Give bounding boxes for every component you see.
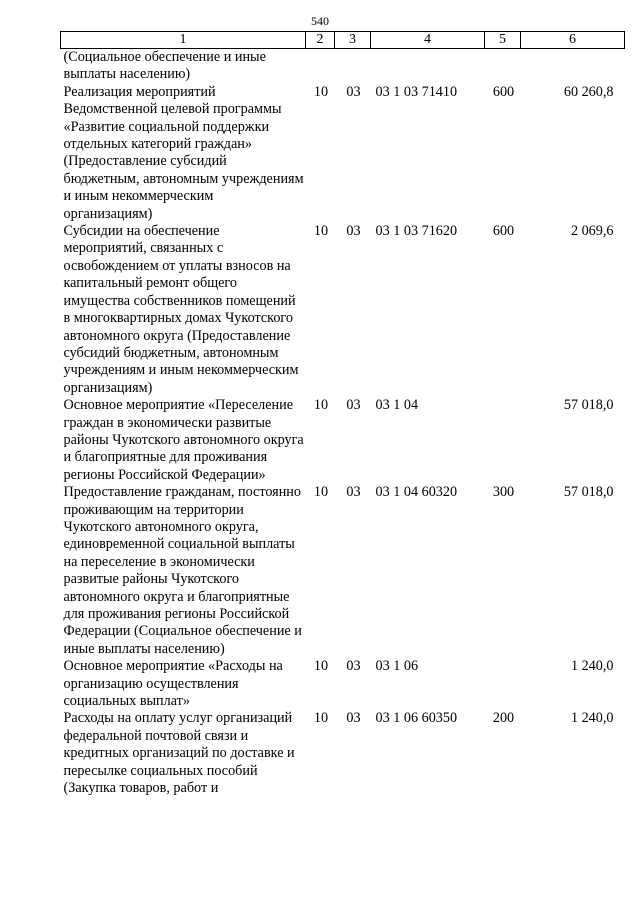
header-col-1: 1	[61, 32, 306, 49]
row-target-article	[371, 49, 485, 84]
row-amount: 1 240,0	[570, 710, 614, 727]
table-row	[61, 710, 625, 797]
header-col-4: 4	[371, 32, 485, 49]
row-section	[306, 49, 335, 84]
row-target-article: 03 1 04	[375, 397, 419, 414]
table-row	[61, 223, 625, 397]
row-expense-type	[485, 658, 521, 710]
row-subsection: 03	[346, 83, 361, 100]
row-amount: 2 069,6	[570, 223, 614, 240]
table-row	[61, 84, 625, 223]
row-section: 10	[313, 397, 329, 414]
row-expense-type: 300	[492, 484, 515, 501]
table-row	[61, 397, 625, 484]
row-subsection	[335, 49, 371, 84]
row-name: Субсидии на обеспечение мероприятий, связанных с освобождением от уплаты взносов на капитальный ремонт общего имущества собственников помещений в многоквартирных домах Чукотского автономного округа (Предоставление субсидий бюджетным, автономным учреждениям и иным некоммерческим организациям)	[63, 223, 299, 396]
row-section: 10	[313, 710, 329, 727]
row-target-article: 03 1 06 60350	[375, 710, 458, 727]
row-target-article: 03 1 03 71620	[375, 223, 458, 240]
row-name: Основное мероприятие «Переселение граждан в экономически развитые районы Чукотского автономного округа и благоприятные для проживания регионы Российской Федерации»	[63, 397, 304, 483]
table-row	[61, 49, 625, 84]
table-row	[61, 658, 625, 710]
row-section: 10	[313, 658, 329, 675]
row-subsection: 03	[346, 710, 361, 727]
row-name: Расходы на оплату услуг организаций федеральной почтовой связи и кредитных организаций по доставке и пересылке социальных пособий (Закупка товаров, работ и	[63, 710, 295, 797]
row-expense-type: 200	[492, 710, 515, 727]
row-subsection: 03	[346, 658, 361, 675]
row-name: (Социальное обеспечение и иные выплаты населению)	[63, 49, 266, 83]
budget-table	[60, 31, 625, 797]
row-subsection: 03	[346, 223, 361, 240]
row-target-article: 03 1 03 71410	[375, 83, 458, 100]
header-col-2: 2	[306, 32, 335, 49]
row-name: Предоставление гражданам, постоянно проживающим на территории Чукотского автономного округа, единовременной социальной выплаты на переселение в экономически развитые районы Чукотского автономного округа и благоприятные для проживания регионы Российской Федерации (Социальное обеспечение и иные выплаты населению)	[63, 484, 302, 657]
row-subsection: 03	[346, 484, 361, 501]
page-number: 540	[311, 14, 329, 28]
header-col-5: 5	[485, 32, 521, 49]
row-section: 10	[313, 484, 329, 501]
row-target-article: 03 1 04 60320	[375, 484, 458, 501]
row-section: 10	[313, 83, 329, 100]
row-expense-type: 600	[492, 223, 515, 240]
row-amount: 60 260,8	[563, 83, 614, 100]
row-amount: 1 240,0	[570, 658, 614, 675]
table-row	[61, 484, 625, 658]
row-name: Реализация мероприятий Ведомственной целевой программы «Развитие социальной поддержки отдельных категорий граждан» (Предоставление субсидий бюджетным, автономным учреждениям и иным некоммерческим организациям)	[63, 83, 304, 222]
row-amount: 57 018,0	[563, 484, 614, 501]
row-expense-type	[485, 397, 521, 484]
row-expense-type	[485, 49, 521, 84]
row-section: 10	[313, 223, 329, 240]
row-name: Основное мероприятие «Расходы на организацию осуществления социальных выплат»	[63, 658, 283, 710]
row-amount	[521, 49, 625, 84]
row-amount: 57 018,0	[563, 397, 614, 414]
table-header-row	[61, 32, 625, 49]
header-col-6: 6	[521, 32, 625, 49]
row-subsection: 03	[346, 397, 361, 414]
header-col-3: 3	[335, 32, 371, 49]
row-expense-type: 600	[492, 83, 515, 100]
row-target-article: 03 1 06	[375, 658, 419, 675]
